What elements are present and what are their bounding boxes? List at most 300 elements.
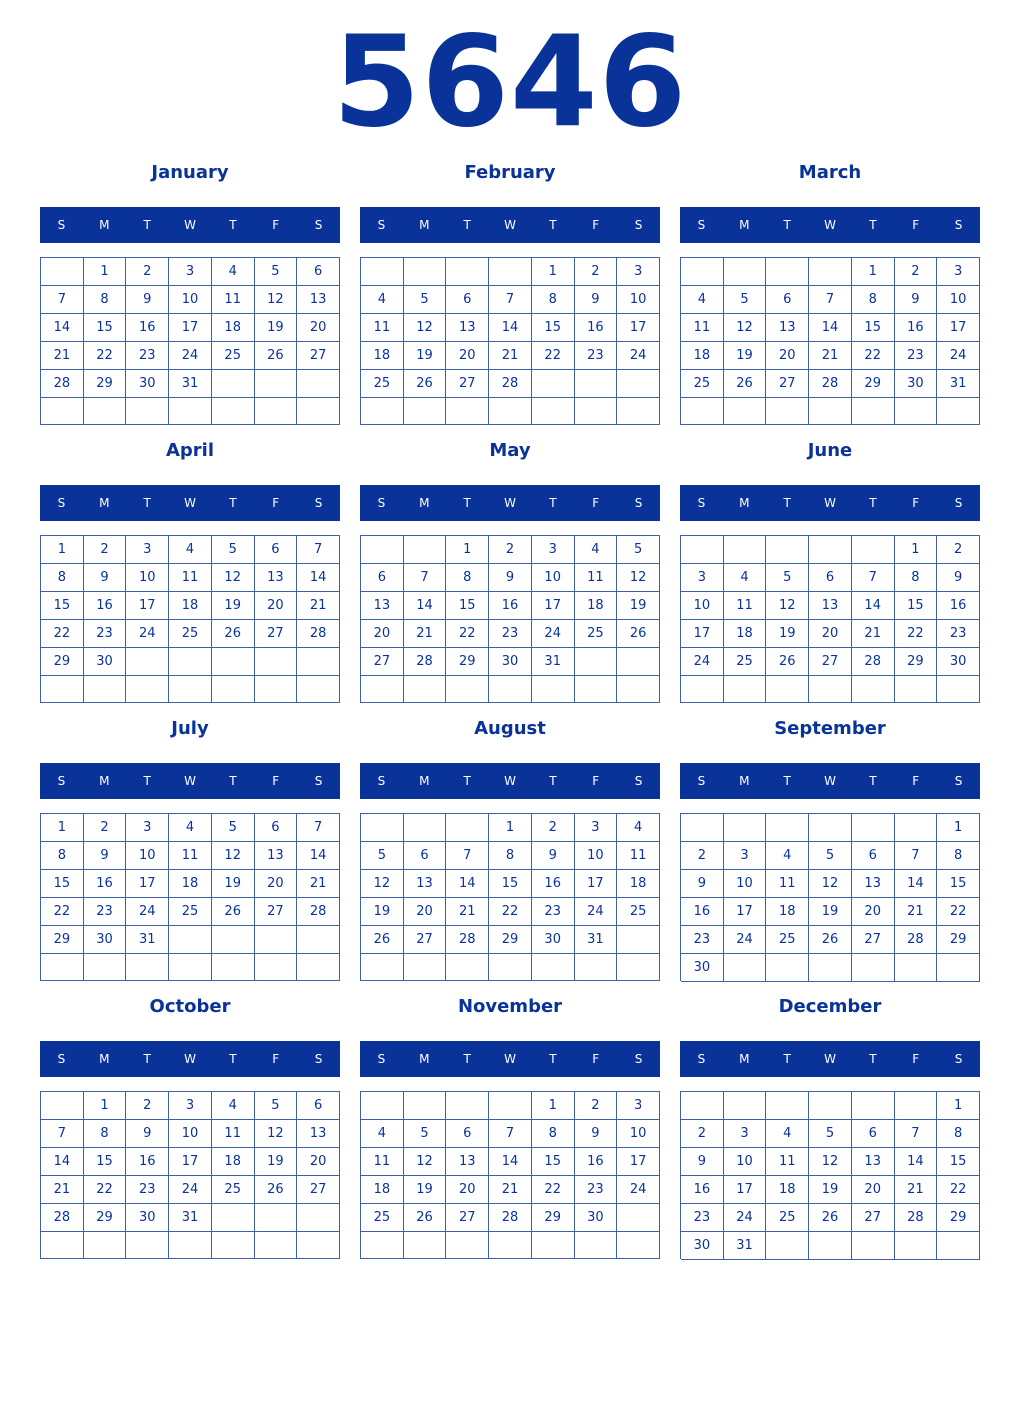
day-cell: 30 [126,370,169,398]
day-cell: 22 [937,898,980,926]
day-cell: 7 [489,1120,532,1148]
day-cell: 8 [937,1120,980,1148]
empty-cell [809,1232,852,1260]
day-cell: 20 [297,314,340,342]
day-cell: 3 [575,814,618,842]
weekday-label: T [143,218,151,232]
empty-cell [575,370,618,398]
day-cell: 24 [724,1204,767,1232]
weekday-label: W [184,496,196,510]
day-cell: 21 [297,870,340,898]
empty-cell [297,676,340,703]
year-title: 5646 [332,8,688,155]
day-cell: 18 [169,592,212,620]
day-cell: 24 [575,898,618,926]
day-cell: 24 [532,620,575,648]
day-cell: 8 [532,286,575,314]
weekday-label: S [697,496,706,510]
empty-cell [724,676,767,703]
day-cell: 19 [255,1148,298,1176]
empty-cell [809,258,852,286]
month-name: June [807,440,853,461]
day-cell: 19 [212,592,255,620]
empty-cell [895,954,938,982]
day-cell: 5 [404,286,447,314]
weekday-label: W [824,496,836,510]
day-cell: 15 [489,870,532,898]
day-cell: 11 [617,842,660,870]
day-cell: 9 [532,842,575,870]
day-cell: 30 [575,1204,618,1232]
day-cell: 8 [84,286,127,314]
day-cell: 16 [126,314,169,342]
empty-cell [489,954,532,981]
weekday-label: M [419,774,430,788]
day-cell: 21 [489,342,532,370]
day-cell: 7 [404,564,447,592]
day-cell: 19 [617,592,660,620]
day-cell: 2 [84,536,127,564]
day-cell: 8 [489,842,532,870]
day-cell: 13 [255,564,298,592]
day-cell: 14 [446,870,489,898]
weekday-header [40,485,340,521]
weekday-label: T [783,774,791,788]
empty-cell [126,648,169,676]
weekday-label: F [592,774,600,788]
empty-cell [404,1092,447,1120]
day-cell: 1 [84,258,127,286]
empty-cell [724,1092,767,1120]
day-cell: 18 [766,898,809,926]
day-cell: 26 [404,1204,447,1232]
weekday-header [40,763,340,799]
day-cell: 18 [617,870,660,898]
weekday-label: M [419,496,430,510]
empty-cell [766,814,809,842]
day-cell: 3 [169,1092,212,1120]
day-cell: 15 [895,592,938,620]
day-cell: 22 [84,1176,127,1204]
day-cell: 31 [169,1204,212,1232]
weekday-header [360,485,660,521]
day-cell: 16 [532,870,575,898]
weekday-label: W [184,774,196,788]
day-cell: 7 [489,286,532,314]
day-cell: 15 [937,1148,980,1176]
day-cell: 13 [297,1120,340,1148]
day-cell: 20 [446,1176,489,1204]
weekday-label: T [229,218,237,232]
day-cell: 29 [489,926,532,954]
empty-cell [84,398,127,425]
weekday-header [680,763,980,799]
empty-cell [169,1232,212,1259]
weekday-label: T [549,218,557,232]
day-cell: 17 [617,1148,660,1176]
empty-cell [489,1232,532,1259]
day-cell: 9 [575,1120,618,1148]
day-cell: 15 [41,870,84,898]
day-cell: 25 [361,370,404,398]
day-cell: 17 [169,314,212,342]
day-cell: 12 [617,564,660,592]
day-grid [360,1091,660,1259]
day-cell: 31 [724,1232,767,1260]
day-cell: 10 [169,1120,212,1148]
day-cell: 23 [895,342,938,370]
day-cell: 23 [84,620,127,648]
weekday-label: S [954,1052,963,1066]
day-cell: 27 [809,648,852,676]
empty-cell [255,370,298,398]
empty-cell [255,648,298,676]
day-cell: 3 [937,258,980,286]
day-cell: 23 [937,620,980,648]
day-cell: 25 [169,898,212,926]
day-cell: 26 [255,342,298,370]
day-cell: 4 [766,842,809,870]
day-cell: 22 [532,1176,575,1204]
weekday-label: F [912,218,920,232]
day-cell: 29 [41,648,84,676]
day-cell: 23 [532,898,575,926]
empty-cell [809,954,852,982]
empty-cell [361,398,404,425]
month-name: April [165,440,215,461]
day-cell: 28 [297,898,340,926]
empty-cell [617,1232,660,1259]
day-cell: 26 [212,898,255,926]
empty-cell [895,676,938,703]
empty-cell [681,258,724,286]
day-cell: 27 [404,926,447,954]
day-grid [40,1091,340,1259]
day-cell: 27 [766,370,809,398]
day-cell: 22 [446,620,489,648]
weekday-label: M [99,1052,110,1066]
empty-cell [809,1092,852,1120]
day-cell: 9 [126,286,169,314]
day-cell: 8 [41,842,84,870]
day-cell: 24 [724,926,767,954]
empty-cell [446,258,489,286]
weekday-label: F [272,1052,280,1066]
day-cell: 23 [575,1176,618,1204]
weekday-header [40,207,340,243]
day-cell: 13 [766,314,809,342]
empty-cell [126,1232,169,1259]
day-cell: 14 [489,1148,532,1176]
empty-cell [41,954,84,981]
day-cell: 15 [532,314,575,342]
day-cell: 11 [169,842,212,870]
month-name: November [457,996,563,1017]
day-cell: 1 [489,814,532,842]
day-cell: 18 [575,592,618,620]
day-cell: 17 [126,870,169,898]
day-cell: 5 [361,842,404,870]
weekday-label: T [143,774,151,788]
empty-cell [809,398,852,425]
day-cell: 28 [852,648,895,676]
weekday-label: S [954,496,963,510]
day-cell: 15 [532,1148,575,1176]
day-cell: 20 [446,342,489,370]
day-cell: 30 [681,954,724,982]
empty-cell [766,1092,809,1120]
day-cell: 19 [809,1176,852,1204]
empty-cell [297,648,340,676]
day-cell: 27 [446,1204,489,1232]
day-cell: 23 [126,1176,169,1204]
weekday-label: T [463,218,471,232]
weekday-label: S [954,218,963,232]
day-cell: 13 [809,592,852,620]
empty-cell [617,398,660,425]
empty-cell [446,398,489,425]
empty-cell [809,814,852,842]
day-grid [40,813,340,981]
empty-cell [681,398,724,425]
day-cell: 18 [212,1148,255,1176]
empty-cell [575,648,618,676]
month-name: December [778,996,882,1017]
day-cell: 3 [532,536,575,564]
day-cell: 14 [809,314,852,342]
day-cell: 31 [126,926,169,954]
day-cell: 1 [937,814,980,842]
day-cell: 15 [84,1148,127,1176]
empty-cell [489,676,532,703]
day-cell: 27 [297,342,340,370]
day-cell: 6 [809,564,852,592]
day-cell: 26 [404,370,447,398]
weekday-label: S [314,218,323,232]
day-cell: 30 [895,370,938,398]
empty-cell [212,926,255,954]
empty-cell [255,1204,298,1232]
day-cell: 6 [852,842,895,870]
empty-cell [41,676,84,703]
day-cell: 7 [446,842,489,870]
day-cell: 22 [84,342,127,370]
day-cell: 17 [724,1176,767,1204]
day-cell: 14 [852,592,895,620]
day-cell: 1 [852,258,895,286]
day-cell: 26 [361,926,404,954]
day-cell: 24 [126,898,169,926]
day-cell: 4 [724,564,767,592]
day-cell: 26 [809,1204,852,1232]
weekday-label: S [954,774,963,788]
day-cell: 26 [255,1176,298,1204]
weekday-label: M [99,774,110,788]
day-cell: 6 [255,536,298,564]
empty-cell [532,370,575,398]
empty-cell [297,398,340,425]
weekday-label: T [229,774,237,788]
day-cell: 31 [575,926,618,954]
day-cell: 6 [361,564,404,592]
weekday-header [360,207,660,243]
empty-cell [532,1232,575,1259]
day-cell: 2 [532,814,575,842]
day-cell: 22 [937,1176,980,1204]
weekday-label: W [824,218,836,232]
day-cell: 16 [681,1176,724,1204]
weekday-label: W [184,218,196,232]
empty-cell [724,258,767,286]
day-cell: 16 [575,314,618,342]
day-cell: 30 [84,926,127,954]
day-cell: 11 [766,870,809,898]
weekday-label: T [463,1052,471,1066]
day-cell: 8 [84,1120,127,1148]
day-cell: 8 [895,564,938,592]
day-cell: 12 [404,1148,447,1176]
day-cell: 13 [852,870,895,898]
day-cell: 28 [489,1204,532,1232]
day-cell: 22 [41,898,84,926]
weekday-label: T [463,496,471,510]
weekday-label: T [229,1052,237,1066]
day-cell: 10 [681,592,724,620]
day-cell: 13 [446,314,489,342]
day-cell: 17 [575,870,618,898]
day-cell: 5 [724,286,767,314]
day-cell: 1 [41,536,84,564]
day-cell: 10 [575,842,618,870]
day-cell: 13 [446,1148,489,1176]
empty-cell [361,1232,404,1259]
day-cell: 13 [297,286,340,314]
day-cell: 6 [766,286,809,314]
day-cell: 22 [895,620,938,648]
day-cell: 30 [126,1204,169,1232]
day-cell: 28 [41,1204,84,1232]
day-cell: 14 [297,564,340,592]
weekday-header [360,763,660,799]
weekday-label: S [634,1052,643,1066]
day-cell: 4 [361,1120,404,1148]
day-cell: 9 [126,1120,169,1148]
day-cell: 24 [617,1176,660,1204]
day-cell: 8 [852,286,895,314]
day-cell: 5 [255,1092,298,1120]
day-grid [680,535,980,703]
weekday-label: F [592,218,600,232]
day-cell: 7 [895,1120,938,1148]
empty-cell [41,1092,84,1120]
weekday-label: S [697,1052,706,1066]
day-cell: 19 [404,342,447,370]
day-cell: 16 [937,592,980,620]
empty-cell [169,954,212,981]
day-cell: 29 [41,926,84,954]
empty-cell [404,814,447,842]
day-cell: 2 [681,1120,724,1148]
day-cell: 2 [489,536,532,564]
day-cell: 21 [852,620,895,648]
weekday-label: M [419,1052,430,1066]
empty-cell [937,398,980,425]
day-cell: 18 [169,870,212,898]
weekday-label: S [697,774,706,788]
day-cell: 19 [404,1176,447,1204]
day-cell: 3 [724,842,767,870]
empty-cell [766,258,809,286]
empty-cell [126,398,169,425]
day-cell: 11 [361,1148,404,1176]
day-cell: 28 [809,370,852,398]
weekday-label: W [824,1052,836,1066]
day-cell: 9 [895,286,938,314]
weekday-label: S [314,496,323,510]
day-cell: 14 [895,870,938,898]
day-cell: 17 [724,898,767,926]
empty-cell [126,954,169,981]
day-cell: 24 [937,342,980,370]
day-cell: 14 [895,1148,938,1176]
weekday-label: M [739,1052,750,1066]
day-cell: 23 [84,898,127,926]
weekday-label: T [463,774,471,788]
weekday-label: F [912,774,920,788]
day-cell: 21 [809,342,852,370]
day-cell: 27 [852,926,895,954]
empty-cell [617,954,660,981]
day-cell: 9 [84,842,127,870]
empty-cell [937,676,980,703]
weekday-label: S [57,774,66,788]
day-cell: 11 [212,286,255,314]
day-cell: 7 [852,564,895,592]
empty-cell [532,676,575,703]
empty-cell [575,398,618,425]
day-grid [40,535,340,703]
empty-cell [41,1232,84,1259]
day-cell: 8 [41,564,84,592]
day-cell: 20 [361,620,404,648]
day-cell: 13 [361,592,404,620]
day-cell: 12 [212,564,255,592]
weekday-label: T [869,496,877,510]
empty-cell [681,814,724,842]
empty-cell [212,1232,255,1259]
day-cell: 17 [126,592,169,620]
weekday-label: W [504,496,516,510]
weekday-label: M [739,496,750,510]
empty-cell [84,1232,127,1259]
month-name: July [171,718,209,739]
day-cell: 1 [446,536,489,564]
month-name: October [149,996,231,1017]
day-cell: 17 [937,314,980,342]
day-cell: 18 [766,1176,809,1204]
day-cell: 18 [212,314,255,342]
day-cell: 1 [532,1092,575,1120]
weekday-label: T [869,218,877,232]
day-cell: 18 [361,1176,404,1204]
empty-cell [212,1204,255,1232]
empty-cell [255,398,298,425]
empty-cell [681,1092,724,1120]
weekday-label: T [549,1052,557,1066]
empty-cell [446,814,489,842]
empty-cell [446,676,489,703]
empty-cell [852,1092,895,1120]
